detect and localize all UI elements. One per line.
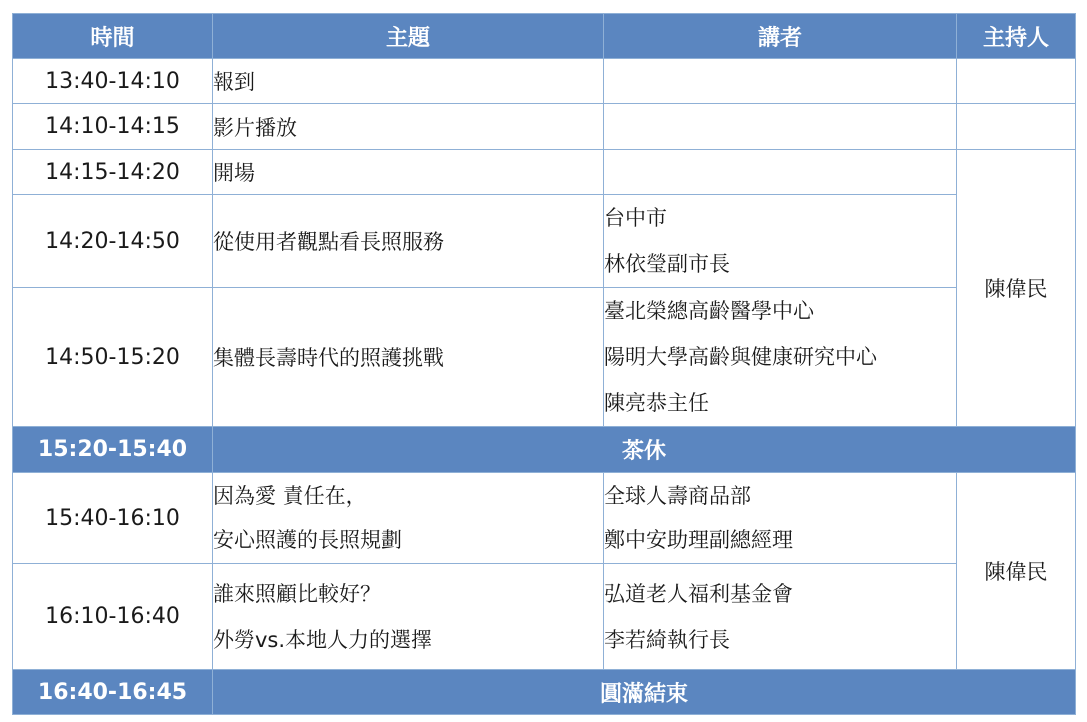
time-cell: 14:20-14:50 bbox=[13, 195, 213, 288]
topic-line: 安心照護的長照規劃 bbox=[213, 528, 402, 552]
header-time: 時間 bbox=[13, 14, 213, 59]
topic-cell: 從使用者觀點看長照服務 bbox=[213, 195, 604, 288]
header-speaker: 講者 bbox=[604, 14, 957, 59]
table-row bbox=[13, 59, 1076, 104]
break-label: 茶休 bbox=[213, 427, 1076, 473]
topic-cell: 影片播放 bbox=[213, 104, 604, 150]
agenda-table bbox=[12, 13, 1076, 715]
host-cell bbox=[957, 59, 1076, 104]
speaker-cell bbox=[604, 288, 957, 427]
speaker-cell bbox=[604, 564, 957, 670]
time-cell: 15:40-16:10 bbox=[13, 473, 213, 564]
break-row bbox=[13, 427, 1076, 473]
speaker-line: 林依瑩副市長 bbox=[604, 252, 730, 276]
speaker-line: 陳亮恭主任 bbox=[604, 391, 709, 415]
table-row bbox=[13, 150, 1076, 195]
topic-line: 因為愛 責任在， bbox=[213, 484, 367, 508]
time-cell: 16:10-16:40 bbox=[13, 564, 213, 670]
closing-row bbox=[13, 670, 1076, 715]
topic-cell: 開場 bbox=[213, 150, 604, 195]
header-topic: 主題 bbox=[213, 14, 604, 59]
table-row bbox=[13, 473, 1076, 564]
time-cell: 14:15-14:20 bbox=[13, 150, 213, 195]
speaker-line: 臺北榮總高齡醫學中心 bbox=[604, 299, 814, 323]
table-row bbox=[13, 195, 1076, 288]
speaker-line: 陽明大學高齡與健康研究中心 bbox=[604, 345, 877, 369]
table-row bbox=[13, 104, 1076, 150]
speaker-cell bbox=[604, 473, 957, 564]
table-row bbox=[13, 288, 1076, 427]
speaker-line: 全球人壽商品部 bbox=[604, 484, 751, 508]
time-cell: 14:10-14:15 bbox=[13, 104, 213, 150]
speaker-cell bbox=[604, 104, 957, 150]
closing-label: 圓滿結束 bbox=[213, 670, 1076, 715]
speaker-cell bbox=[604, 195, 957, 288]
time-cell: 14:50-15:20 bbox=[13, 288, 213, 427]
speaker-line: 李若綺執行長 bbox=[604, 627, 730, 652]
speaker-line: 弘道老人福利基金會 bbox=[604, 581, 793, 606]
table-row bbox=[13, 564, 1076, 670]
topic-cell: 報到 bbox=[213, 59, 604, 104]
topic-line: 外勞vs.本地人力的選擇 bbox=[213, 627, 433, 652]
speaker-cell bbox=[604, 150, 957, 195]
host-cell: 陳偉民 bbox=[957, 150, 1076, 427]
topic-cell bbox=[213, 473, 604, 564]
topic-cell: 集體長壽時代的照護挑戰 bbox=[213, 288, 604, 427]
host-cell bbox=[957, 104, 1076, 150]
header-row bbox=[13, 14, 1076, 59]
speaker-line: 台中市 bbox=[604, 206, 667, 230]
topic-cell bbox=[213, 564, 604, 670]
speaker-cell bbox=[604, 59, 957, 104]
time-cell: 15:20-15:40 bbox=[13, 427, 213, 473]
time-cell: 13:40-14:10 bbox=[13, 59, 213, 104]
speaker-line: 鄭中安助理副總經理 bbox=[604, 528, 793, 552]
host-cell: 陳偉民 bbox=[957, 473, 1076, 670]
header-host: 主持人 bbox=[957, 14, 1076, 59]
topic-line: 誰來照顧比較好？ bbox=[213, 581, 381, 606]
time-cell: 16:40-16:45 bbox=[13, 670, 213, 715]
